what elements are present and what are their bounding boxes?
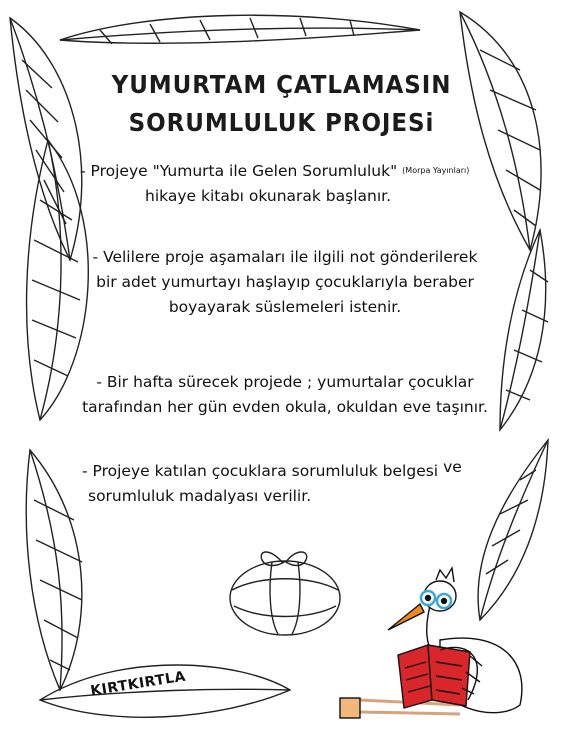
paragraph-1 (60, 158, 520, 209)
paragraph-1-line-1: - Projeye "Yumurta ile Gelen Sorumluluk" (Morpa Yayınları) (80, 162, 470, 180)
page-title-line-2: SORUMLULUK PROJESi (128, 108, 435, 137)
paragraph-2-line-2: bir adet yumurtayı haşlayıp çocuklarıyla beraber (96, 273, 474, 291)
page-title-line-1: YUMURTAM ÇATLAMASIN (111, 70, 452, 99)
paragraph-3-line-2: tarafından her gün evden okula, okuldan eve taşınır. (82, 398, 488, 416)
egg-illustration (230, 552, 340, 635)
paragraph-2 (70, 245, 500, 320)
paragraph-4-line-1-end: ve (443, 458, 462, 476)
paragraph-3 (60, 370, 510, 420)
publisher-note: (Morpa Yayınları) (402, 166, 470, 175)
paragraph-1-line-2: hikaye kitabı okunarak başlanır. (145, 187, 392, 205)
paragraph-4-line-1: - Projeye katılan çocuklara sorumluluk belgesi ve (82, 458, 462, 480)
paragraph-4 (82, 459, 502, 509)
stork-illustration (340, 568, 522, 718)
paragraph-3-line-1: - Bir hafta sürecek projede ; yumurtalar çocuklar (96, 373, 474, 391)
feather-top (60, 15, 420, 44)
feather-top-left (10, 18, 82, 260)
brand-label: KIRTKIRTLA (89, 668, 187, 700)
feather-bottom-left (26, 450, 82, 690)
paragraph-4-line-2: sorumluluk madalyası verilir. (88, 487, 312, 505)
paragraph-2-line-1: - Velilere proje aşamaları ile ilgili not gönderilerek (92, 248, 478, 266)
paragraph-2-line-3: boyayarak süslemeleri istenir. (168, 298, 402, 316)
